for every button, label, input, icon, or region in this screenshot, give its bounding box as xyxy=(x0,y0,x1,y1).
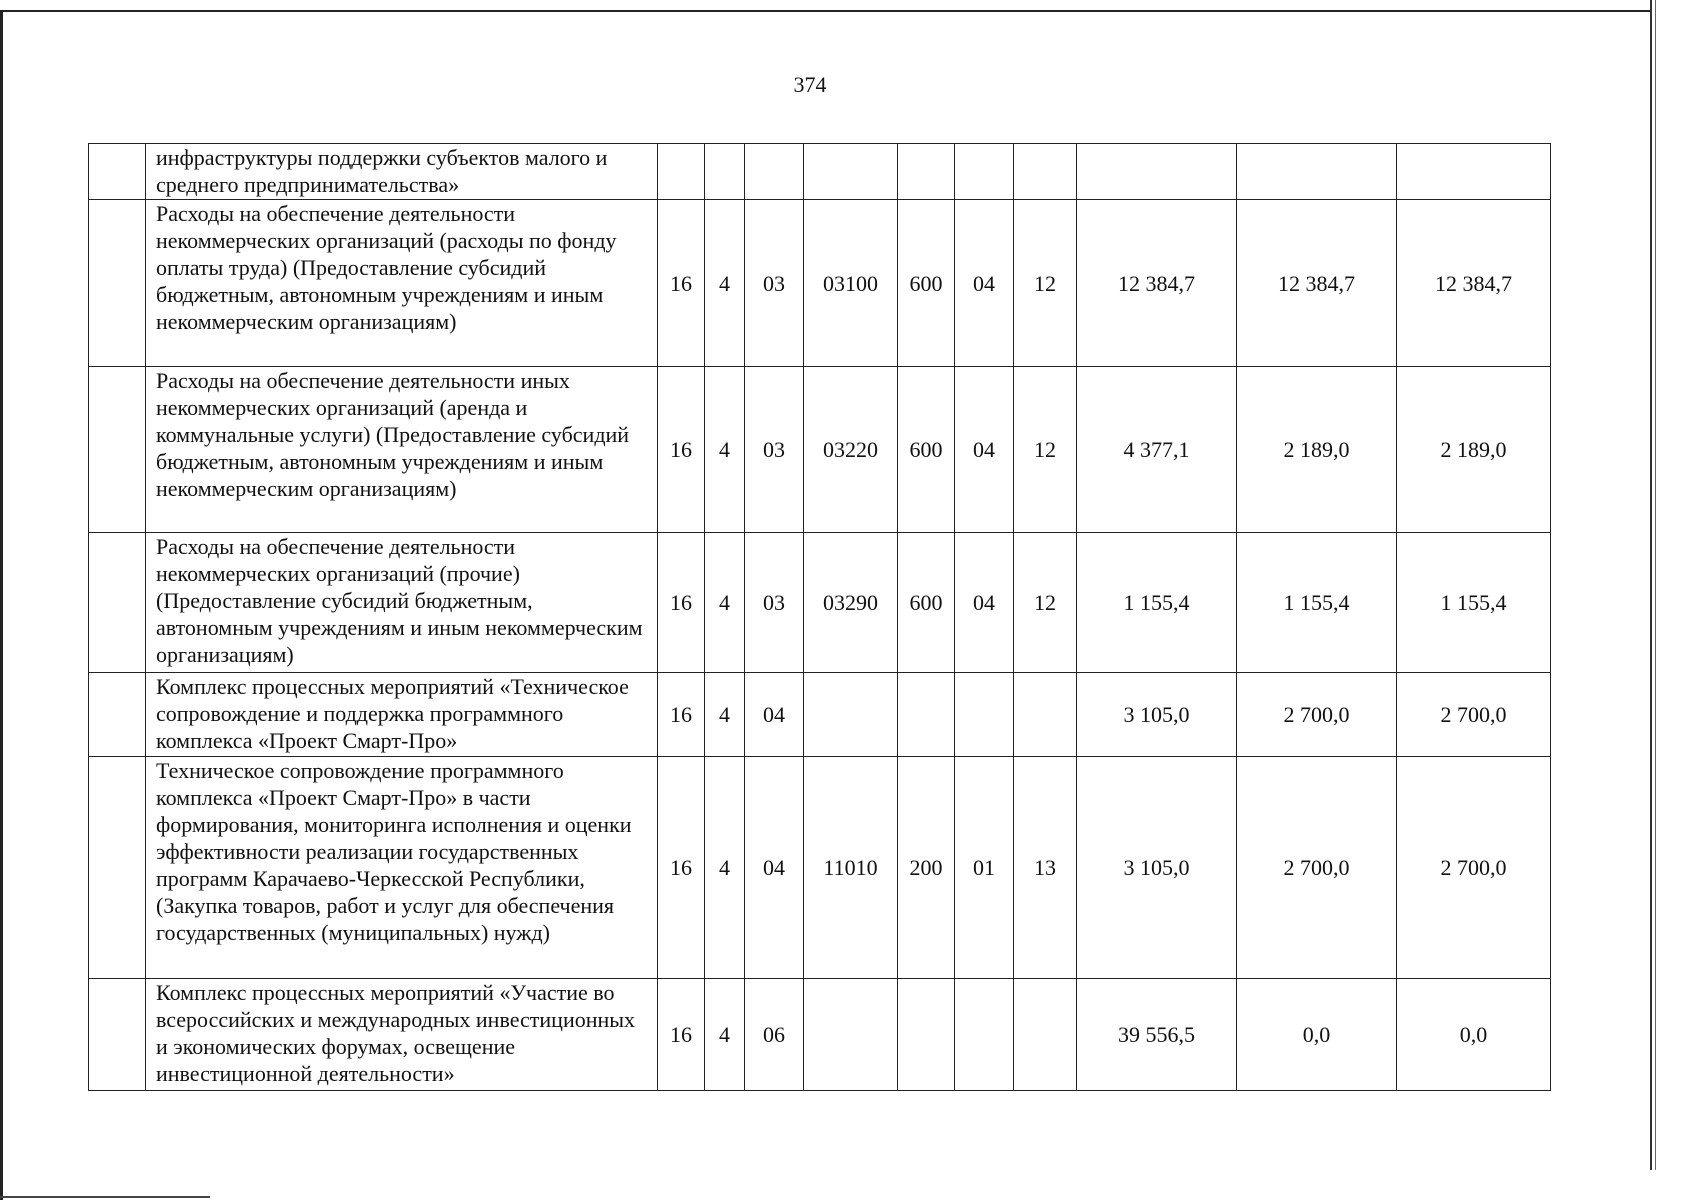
amount-cell xyxy=(1237,144,1397,200)
amount-cell: 2 700,0 xyxy=(1237,673,1397,757)
amount-cell: 2 700,0 xyxy=(1397,757,1551,979)
row-index-cell xyxy=(89,367,146,533)
code-cell xyxy=(745,144,804,200)
code-cell: 03220 xyxy=(804,367,898,533)
code-cell: 03 xyxy=(745,200,804,367)
code-cell xyxy=(1014,144,1077,200)
code-cell: 16 xyxy=(658,533,705,673)
amount-cell xyxy=(1397,144,1551,200)
table-row xyxy=(89,144,1551,200)
code-cell: 600 xyxy=(898,367,955,533)
row-description: Техническое сопровождение программного комплекса «Проект Смарт-Про» в части формирования, мониторинга исполнения и оценки эффективности реализации государственных программ Карачаево-Черкесской Республики, (Закупка товаров, работ и услуг для обеспечения государственных (муниципальных) нужд) xyxy=(146,757,658,979)
code-cell: 04 xyxy=(955,200,1014,367)
code-cell xyxy=(804,673,898,757)
code-cell xyxy=(955,979,1014,1091)
row-index-cell xyxy=(89,979,146,1091)
code-cell: 16 xyxy=(658,367,705,533)
code-cell: 16 xyxy=(658,200,705,367)
code-cell xyxy=(898,979,955,1091)
code-cell: 16 xyxy=(658,673,705,757)
code-cell: 16 xyxy=(658,979,705,1091)
amount-cell: 1 155,4 xyxy=(1397,533,1551,673)
amount-cell xyxy=(1077,144,1237,200)
code-cell: 4 xyxy=(705,367,745,533)
code-cell: 04 xyxy=(955,533,1014,673)
code-cell: 03 xyxy=(745,367,804,533)
code-cell: 4 xyxy=(705,673,745,757)
amount-cell: 12 384,7 xyxy=(1237,200,1397,367)
amount-cell: 1 155,4 xyxy=(1237,533,1397,673)
row-description: Комплекс процессных мероприятий «Участие во всероссийских и международных инвестиционных и экономических форумах, освещение инвестиционной деятельности» xyxy=(146,979,658,1091)
amount-cell: 3 105,0 xyxy=(1077,673,1237,757)
table-row xyxy=(89,200,1551,367)
code-cell: 4 xyxy=(705,757,745,979)
code-cell xyxy=(705,144,745,200)
amount-cell: 2 700,0 xyxy=(1397,673,1551,757)
row-index-cell xyxy=(89,144,146,200)
amount-cell: 0,0 xyxy=(1237,979,1397,1091)
code-cell: 16 xyxy=(658,757,705,979)
code-cell: 11010 xyxy=(804,757,898,979)
code-cell: 04 xyxy=(955,367,1014,533)
amount-cell: 1 155,4 xyxy=(1077,533,1237,673)
code-cell: 01 xyxy=(955,757,1014,979)
page-edge-right-inner xyxy=(1655,0,1656,1170)
code-cell xyxy=(804,979,898,1091)
code-cell xyxy=(955,144,1014,200)
code-cell xyxy=(1014,673,1077,757)
page-edge-top xyxy=(0,10,1650,12)
code-cell: 04 xyxy=(745,757,804,979)
code-cell: 03100 xyxy=(804,200,898,367)
row-index-cell xyxy=(89,533,146,673)
budget-table xyxy=(88,143,1551,1091)
code-cell xyxy=(804,144,898,200)
row-index-cell xyxy=(89,757,146,979)
code-cell: 03290 xyxy=(804,533,898,673)
code-cell xyxy=(898,144,955,200)
page-number: 374 xyxy=(793,72,827,97)
code-cell: 600 xyxy=(898,200,955,367)
amount-cell: 12 384,7 xyxy=(1077,200,1237,367)
table-row xyxy=(89,673,1551,757)
code-cell: 600 xyxy=(898,533,955,673)
code-cell: 12 xyxy=(1014,200,1077,367)
table-row xyxy=(89,367,1551,533)
code-cell xyxy=(955,673,1014,757)
code-cell: 13 xyxy=(1014,757,1077,979)
amount-cell: 12 384,7 xyxy=(1397,200,1551,367)
code-cell xyxy=(1014,979,1077,1091)
code-cell: 4 xyxy=(705,533,745,673)
row-description: Расходы на обеспечение деятельности иных некоммерческих организаций (аренда и коммунальные услуги) (Предоставление субсидий бюджетным, автономным учреждениям и иным некоммерческим организациям) xyxy=(146,367,658,533)
table-row xyxy=(89,979,1551,1091)
page-edge-right xyxy=(1650,0,1652,1170)
table-row xyxy=(89,533,1551,673)
amount-cell: 3 105,0 xyxy=(1077,757,1237,979)
table-row xyxy=(89,757,1551,979)
amount-cell: 2 189,0 xyxy=(1397,367,1551,533)
row-index-cell xyxy=(89,200,146,367)
amount-cell: 39 556,5 xyxy=(1077,979,1237,1091)
code-cell: 4 xyxy=(705,200,745,367)
page-edge-left xyxy=(0,10,3,1200)
row-description: Расходы на обеспечение деятельности некоммерческих организаций (прочие) (Предоставление субсидий бюджетным, автономным учреждениям и иным некоммерческим организациям) xyxy=(146,533,658,673)
code-cell xyxy=(898,673,955,757)
row-index-cell xyxy=(89,673,146,757)
amount-cell: 2 700,0 xyxy=(1237,757,1397,979)
code-cell: 200 xyxy=(898,757,955,979)
amount-cell: 4 377,1 xyxy=(1077,367,1237,533)
code-cell: 04 xyxy=(745,673,804,757)
code-cell: 12 xyxy=(1014,533,1077,673)
amount-cell: 2 189,0 xyxy=(1237,367,1397,533)
code-cell: 06 xyxy=(745,979,804,1091)
code-cell: 4 xyxy=(705,979,745,1091)
code-cell: 03 xyxy=(745,533,804,673)
code-cell: 12 xyxy=(1014,367,1077,533)
code-cell xyxy=(658,144,705,200)
row-description: Комплекс процессных мероприятий «Техническое сопровождение и поддержка программного комплекса «Проект Смарт-Про» xyxy=(146,673,658,757)
page-edge-bottom xyxy=(0,1196,210,1198)
row-description: инфраструктуры поддержки субъектов малого и среднего предпринимательства» xyxy=(146,144,658,200)
row-description: Расходы на обеспечение деятельности некоммерческих организаций (расходы по фонду оплаты труда) (Предоставление субсидий бюджетным, автономным учреждениям и иным некоммерческим организациям) xyxy=(146,200,658,367)
amount-cell: 0,0 xyxy=(1397,979,1551,1091)
